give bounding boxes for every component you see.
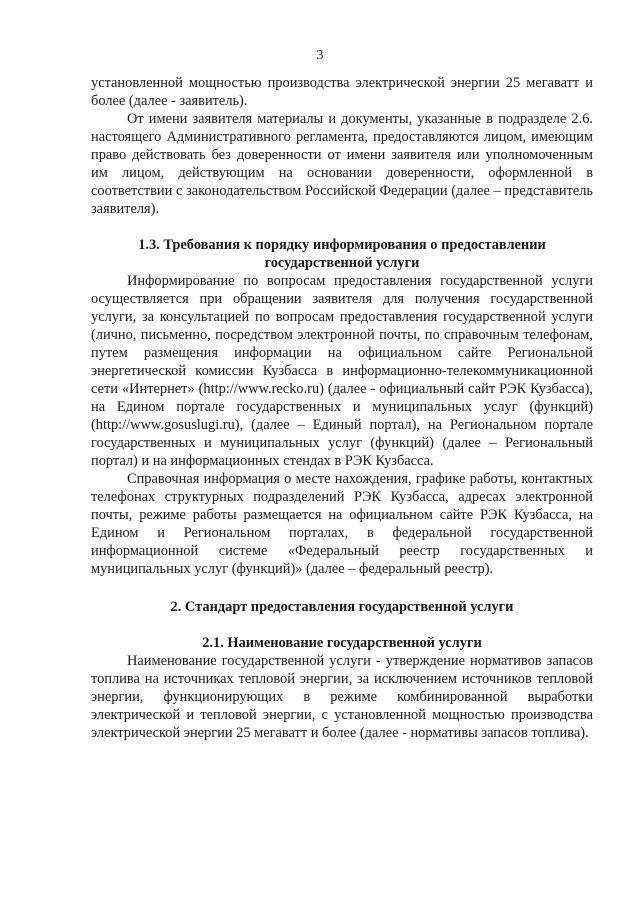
paragraph-applicant-definition: установленной мощностью производства электрической энергии 25 мегаватт и более (далее - заявитель). <box>91 75 593 109</box>
section-heading-1-3-line2: государственной услуги <box>264 255 420 271</box>
paragraph-representative: От имени заявителя материалы и документы, указанные в подразделе 2.6. настоящего Административного регламента, предоставляются лицом, имеющим право действовать без доверенности от имени заявителя или уполномоченным им лицом, действующим на основании доверенности, оформленной в соответствии с законодательством Российской Федерации (далее – представитель заявителя). <box>91 111 593 217</box>
paragraph-service-name: Наименование государственной услуги - утверждение нормативов запасов топлива на источниках тепловой энергии, за исключением источников тепловой энергии, функционирующих в режиме комбинированной выработки электрической и тепловой энергии, с установленной мощностью производства электрической энергии 25 мегаватт и более (далее - нормативы запасов топлива). <box>91 653 593 741</box>
section-heading-2: 2. Стандарт предоставления государственной услуги <box>170 599 514 615</box>
paragraph-reference-info: Справочная информация о месте нахождения, графике работы, контактных телефонах структурных подразделений РЭК Кузбасса, адресах электронной почты, режиме работы размещается на официальном сайте РЭК Кузбасса, на Едином и Региональном порталах, в федеральной государственной информационной системе «Федеральный реестр государственных и муниципальных услуг (функций)» (далее – федеральный реестр). <box>91 471 593 577</box>
section-heading-2-1: 2.1. Наименование государственной услуги <box>202 635 482 651</box>
section-heading-1-3-line1: 1.3. Требования к порядку информирования о предоставлении <box>138 237 546 253</box>
section-heading-1-3 <box>91 236 593 272</box>
paragraph-informing: Информирование по вопросам предоставления государственной услуги осуществляется при обращении заявителя для получения государственной услуги, за консультацией по вопросам предоставления государственной услуги (лично, письменно, посредством электронной почты, по справочным телефонам, путем размещения информации на официальном сайте Региональной энергетической комиссии Кузбасса в информационно-телекоммуникационной сети «Интернет» (http://www.recko.ru) (далее - официальный сайт РЭК Кузбасса), на Едином портале государственных и муниципальных услуг (функций) (http://www.gosuslugi.ru), (далее – Единый портал), на Региональном портале государственных и муниципальных услуг (функций) (далее – Региональный портал) и на информационных стендах в РЭК Кузбасса. <box>91 273 593 469</box>
document-body <box>91 74 593 742</box>
page-number: 3 <box>316 48 324 63</box>
